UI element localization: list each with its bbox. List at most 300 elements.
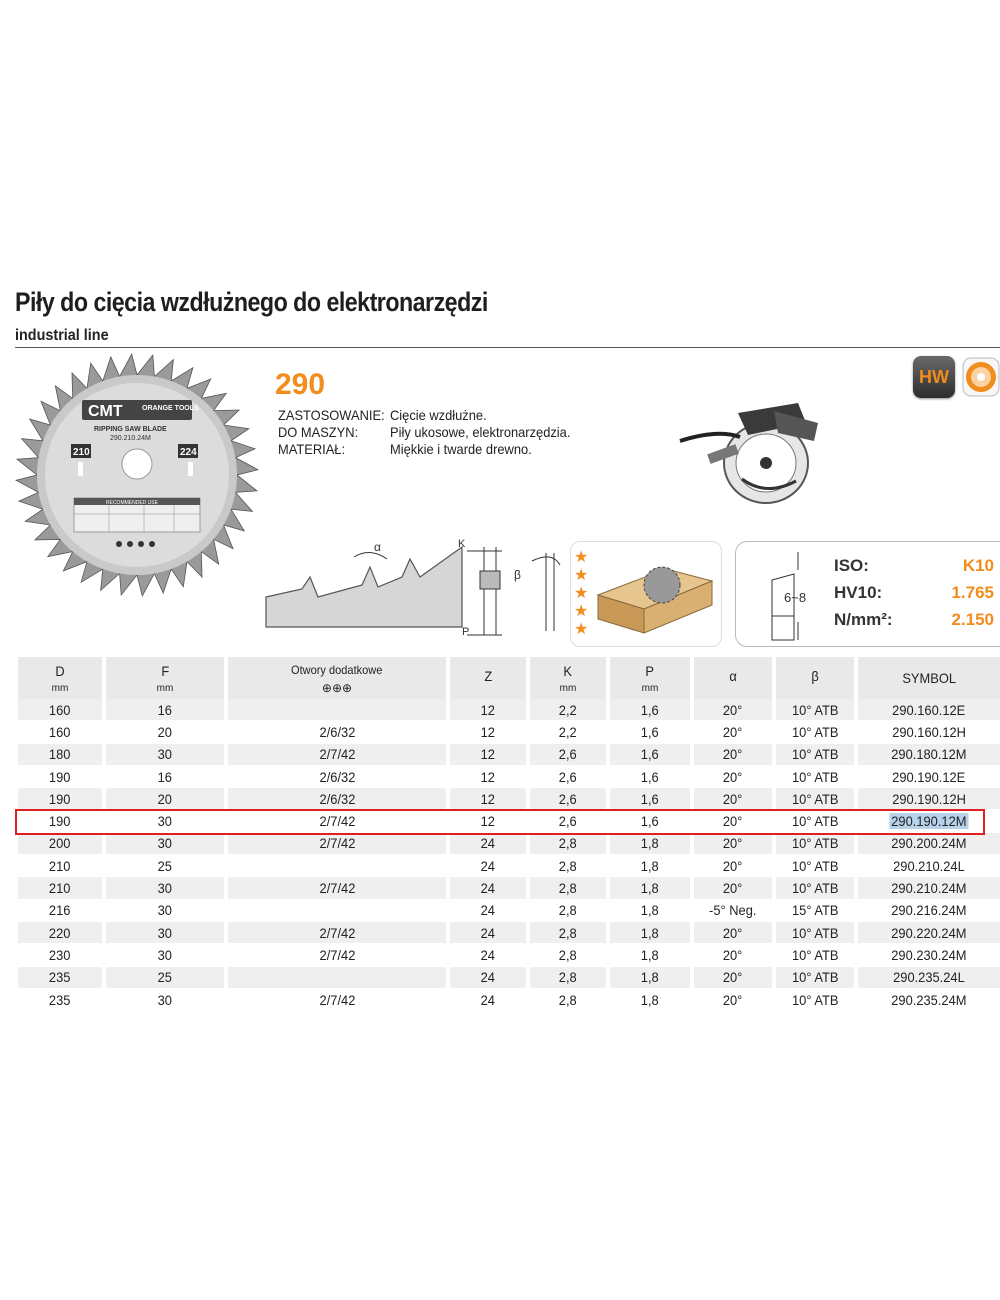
cell-f: [104, 988, 226, 1010]
cell-text: 24: [480, 969, 496, 986]
cell-beta: [774, 788, 856, 810]
divider: [15, 347, 1000, 348]
cell-text: 30: [157, 946, 173, 963]
cell-text: 30: [157, 991, 173, 1008]
svg-text:★: ★: [574, 549, 589, 566]
header-extra-holes: Otwory dodatkowe ⊕⊕⊕: [226, 657, 448, 699]
cell-z: [448, 899, 528, 921]
cell-k: [528, 855, 608, 877]
cell-p: [608, 832, 692, 854]
cell-text: 230: [49, 946, 71, 963]
cell-text: 10° ATB: [791, 790, 839, 807]
cell-text: 2,8: [559, 880, 577, 897]
info-row-machines: [278, 424, 586, 441]
cell-extra-holes: [226, 921, 448, 943]
circular-saw-machine-image: [678, 393, 828, 511]
table-row[interactable]: [18, 899, 1000, 921]
cell-text: 1,6: [641, 790, 659, 807]
cell-z: [448, 743, 528, 765]
cell-p: [608, 966, 692, 988]
alpha-label: α: [374, 540, 381, 554]
cell-text: 210: [49, 880, 71, 897]
cell-text: 30: [157, 902, 173, 919]
cell-symbol: [856, 788, 1000, 810]
cell-text: 12: [480, 768, 496, 785]
cell-text: 2,6: [559, 746, 577, 763]
svg-text:★: ★: [574, 603, 589, 620]
property-hv10: [834, 583, 994, 603]
cell-text: 2/6/32: [319, 723, 355, 740]
cell-beta: [774, 832, 856, 854]
cell-text: 2/7/42: [319, 880, 355, 897]
cell-f: [104, 921, 226, 943]
info-row-material: [278, 441, 586, 458]
cell-text: 20°: [723, 924, 743, 941]
cell-p: [608, 788, 692, 810]
cell-text: 1,6: [641, 746, 659, 763]
cell-text: 20°: [723, 701, 743, 718]
cell-text: 12: [480, 790, 496, 807]
cell-text: 2/7/42: [319, 924, 355, 941]
cell-text: 180: [49, 746, 71, 763]
cell-text: 16: [157, 768, 173, 785]
cell-text: 20°: [723, 723, 743, 740]
cell-text: 1,8: [641, 991, 659, 1008]
cell-text: 2,6: [559, 768, 577, 785]
cell-text: 12: [480, 746, 496, 763]
cell-text: 24: [480, 857, 496, 874]
cell-d: [18, 721, 104, 743]
cell-alpha: [692, 743, 774, 765]
cell-text: 10° ATB: [791, 924, 839, 941]
cell-alpha: [692, 944, 774, 966]
beta-label: β: [514, 568, 521, 582]
blade-left-num: 210: [73, 447, 90, 458]
cell-text: 20°: [723, 946, 743, 963]
symbol-text[interactable]: 290.190.12E: [892, 768, 966, 785]
cell-text: 10° ATB: [791, 946, 839, 963]
table-row[interactable]: [18, 855, 1000, 877]
header-d: D mm: [18, 657, 104, 699]
cell-text: 1,8: [641, 902, 659, 919]
cell-extra-holes: [226, 966, 448, 988]
property-label: N/mm²:: [834, 610, 893, 629]
header-alpha: α: [692, 657, 774, 699]
table-row[interactable]: [18, 832, 1000, 854]
cell-k: [528, 899, 608, 921]
cell-text: 235: [49, 969, 71, 986]
cell-extra-holes: [226, 765, 448, 787]
cell-text: 10° ATB: [791, 835, 839, 852]
table-header-row: [18, 657, 1000, 699]
symbol-text[interactable]: 290.180.12M: [891, 746, 967, 763]
cell-text: 20°: [723, 813, 743, 830]
symbol-text[interactable]: 290.160.12E: [892, 701, 966, 718]
cell-p: [608, 921, 692, 943]
cell-text: 2,8: [559, 924, 577, 941]
saw-blade-image: [14, 352, 260, 598]
cell-text: 30: [157, 880, 173, 897]
cell-f: [104, 743, 226, 765]
cell-text: 30: [157, 746, 173, 763]
cell-text: 20°: [723, 768, 743, 785]
cell-text: 190: [49, 790, 71, 807]
cell-p: [608, 765, 692, 787]
cell-text: 1,6: [641, 701, 659, 718]
series-number: 290: [275, 368, 326, 401]
cell-text: 10° ATB: [791, 768, 839, 785]
cell-text: 2,2: [559, 701, 577, 718]
symbol-text[interactable]: 290.190.12H: [892, 790, 966, 807]
cell-text: 2/7/42: [319, 946, 355, 963]
cell-alpha: [692, 988, 774, 1010]
header-beta: β: [774, 657, 856, 699]
cell-text: 20°: [723, 880, 743, 897]
header-p: P mm: [608, 657, 692, 699]
cell-text: 2,8: [559, 835, 577, 852]
cell-f: [104, 788, 226, 810]
cell-text: 2,8: [559, 946, 577, 963]
cell-text: 24: [480, 902, 496, 919]
cell-text: 1,8: [641, 880, 659, 897]
cell-symbol: [856, 921, 1000, 943]
cell-z: [448, 721, 528, 743]
cell-d: [18, 988, 104, 1010]
cell-text: 1,8: [641, 924, 659, 941]
cell-symbol: [856, 944, 1000, 966]
cell-z: [448, 765, 528, 787]
cell-text: 220: [49, 924, 71, 941]
cell-text: 20°: [723, 857, 743, 874]
cell-text: 2/7/42: [319, 835, 355, 852]
page-subtitle: industrial line: [15, 327, 109, 344]
material-properties-panel: [735, 541, 1000, 647]
info-row-application: [278, 407, 586, 424]
cell-beta: [774, 721, 856, 743]
cell-text: 2/7/42: [319, 746, 355, 763]
cell-text: 216: [49, 902, 71, 919]
cell-text: 1,8: [641, 857, 659, 874]
cell-text: 235: [49, 991, 71, 1008]
table-row[interactable]: [18, 743, 1000, 765]
symbol-text[interactable]: 290.230.24M: [891, 946, 967, 963]
cell-symbol: [856, 743, 1000, 765]
cell-f: [104, 721, 226, 743]
info-value: Miękkie i twarde drewno.: [390, 441, 532, 457]
cell-f: [104, 899, 226, 921]
cell-beta: [774, 743, 856, 765]
cell-alpha: [692, 788, 774, 810]
cell-text: 30: [157, 924, 173, 941]
cell-extra-holes: [226, 944, 448, 966]
cell-k: [528, 721, 608, 743]
cell-text: 16: [157, 701, 173, 718]
table-row[interactable]: [18, 988, 1000, 1010]
cell-text: 190: [49, 813, 71, 830]
cell-text: 12: [480, 701, 496, 718]
cell-p: [608, 944, 692, 966]
cell-text: 2,2: [559, 723, 577, 740]
cell-beta: [774, 899, 856, 921]
header-z: Z: [448, 657, 528, 699]
cell-extra-holes: [226, 699, 448, 721]
cell-text: 1,8: [641, 835, 659, 852]
page-title: Piły do cięcia wzdłużnego do elektronarzędzi: [15, 287, 488, 317]
cell-z: [448, 877, 528, 899]
cell-beta: [774, 944, 856, 966]
symbol-text[interactable]: 290.235.24M: [891, 991, 967, 1008]
svg-text:★: ★: [574, 567, 589, 584]
cell-text: 210: [49, 857, 71, 874]
cell-alpha: [692, 855, 774, 877]
cell-symbol: [856, 699, 1000, 721]
cell-d: [18, 921, 104, 943]
symbol-text[interactable]: 290.200.24M: [891, 835, 967, 852]
cell-text: 20°: [723, 835, 743, 852]
cell-d: [18, 944, 104, 966]
cell-text: 2,8: [559, 902, 577, 919]
cell-text: 24: [480, 946, 496, 963]
cell-beta: [774, 921, 856, 943]
product-info: [278, 407, 586, 458]
property-value: 2.150: [951, 610, 994, 629]
cell-text: 12: [480, 813, 496, 830]
cell-extra-holes: [226, 743, 448, 765]
cell-text: 160: [49, 701, 71, 718]
cell-d: [18, 765, 104, 787]
cell-extra-holes: [226, 721, 448, 743]
svg-text:★: ★: [574, 621, 589, 638]
cell-alpha: [692, 921, 774, 943]
cell-text: 10° ATB: [791, 880, 839, 897]
cell-text: 20: [157, 723, 173, 740]
svg-text:★: ★: [574, 585, 589, 602]
wood-block-image: [596, 555, 714, 635]
info-value: Piły ukosowe, elektronarzędzia.: [390, 424, 571, 440]
cell-text: 10° ATB: [791, 969, 839, 986]
cell-text: 10° ATB: [791, 746, 839, 763]
k-label: K: [458, 538, 466, 550]
symbol-text[interactable]: 290.190.12M: [891, 813, 967, 830]
header-symbol: SYMBOL: [856, 657, 1000, 699]
cell-text: 25: [157, 969, 173, 986]
cell-k: [528, 944, 608, 966]
cell-p: [608, 899, 692, 921]
cell-beta: [774, 988, 856, 1010]
cell-d: [18, 699, 104, 721]
cell-extra-holes: [226, 899, 448, 921]
carbide-insert-icon: [750, 550, 810, 642]
symbol-text[interactable]: 290.210.24L: [893, 857, 965, 874]
blade-section: RECOMMENDED USE: [106, 500, 158, 506]
cell-beta: [774, 855, 856, 877]
cell-symbol: [856, 877, 1000, 899]
info-key: DO MASZYN:: [278, 424, 359, 440]
cell-alpha: [692, 832, 774, 854]
cell-extra-holes: [226, 788, 448, 810]
cell-d: [18, 855, 104, 877]
cell-beta: [774, 966, 856, 988]
property-strength: [834, 610, 994, 630]
blade-name: RIPPING SAW BLADE: [94, 426, 167, 433]
cell-symbol: [856, 988, 1000, 1010]
symbol-text[interactable]: 290.235.24L: [893, 969, 965, 986]
cell-text: 10° ATB: [791, 701, 839, 718]
cell-alpha: [692, 765, 774, 787]
cell-alpha: [692, 877, 774, 899]
cell-f: [104, 832, 226, 854]
cell-f: [104, 944, 226, 966]
cell-text: 2,8: [559, 857, 577, 874]
cell-k: [528, 699, 608, 721]
cell-d: [18, 743, 104, 765]
cell-symbol: [856, 721, 1000, 743]
blade-code: 290.210.24M: [110, 435, 151, 442]
cell-z: [448, 988, 528, 1010]
cell-z: [448, 944, 528, 966]
cell-z: [448, 921, 528, 943]
cell-k: [528, 743, 608, 765]
cell-f: [104, 877, 226, 899]
cell-text: 24: [480, 835, 496, 852]
cell-k: [528, 877, 608, 899]
cell-symbol: [856, 899, 1000, 921]
property-value: 1.765: [951, 583, 994, 602]
table-row[interactable]: [18, 921, 1000, 943]
header-f: F mm: [104, 657, 226, 699]
cell-d: [18, 788, 104, 810]
cell-text: 190: [49, 768, 71, 785]
cell-text: 2/6/32: [319, 768, 355, 785]
cell-text: 24: [480, 880, 496, 897]
cell-text: 10° ATB: [791, 813, 839, 830]
insert-label: 6~8: [784, 590, 807, 605]
cell-alpha: [692, 721, 774, 743]
cell-extra-holes: [226, 988, 448, 1010]
table-row[interactable]: [18, 788, 1000, 810]
cell-text: 2/7/42: [319, 813, 355, 830]
cell-text: 1,8: [641, 946, 659, 963]
cell-f: [104, 966, 226, 988]
property-label: HV10:: [834, 583, 883, 602]
cell-d: [18, 832, 104, 854]
blade-badge-icon: [962, 357, 1000, 397]
cell-symbol: [856, 966, 1000, 988]
info-value: Cięcie wzdłużne.: [390, 407, 487, 423]
cell-k: [528, 988, 608, 1010]
cell-p: [608, 855, 692, 877]
table-row[interactable]: [18, 721, 1000, 743]
cell-text: 15° ATB: [791, 902, 839, 919]
cell-text: 200: [49, 835, 71, 852]
cell-text: 20°: [723, 790, 743, 807]
table-row[interactable]: [18, 699, 1000, 721]
symbol-text[interactable]: 290.210.24M: [891, 880, 967, 897]
property-iso: [834, 556, 994, 576]
property-value: K10: [962, 556, 994, 575]
cell-text: -5° Neg.: [709, 902, 757, 919]
cell-d: [18, 899, 104, 921]
table-row[interactable]: [18, 877, 1000, 899]
tooth-geometry-diagram: [262, 537, 562, 645]
cell-text: 160: [49, 723, 71, 740]
cell-beta: [774, 877, 856, 899]
table-row[interactable]: [18, 765, 1000, 787]
property-label: ISO:: [834, 556, 869, 575]
hw-badge: HW: [913, 356, 955, 398]
cell-z: [448, 855, 528, 877]
cell-beta: [774, 699, 856, 721]
cell-text: 2,8: [559, 969, 577, 986]
cell-text: 1,8: [641, 969, 659, 986]
cell-f: [104, 855, 226, 877]
cell-text: 2,6: [559, 790, 577, 807]
cell-k: [528, 832, 608, 854]
cell-alpha: [692, 899, 774, 921]
cell-text: 24: [480, 991, 496, 1008]
cell-z: [448, 832, 528, 854]
header-k: K mm: [528, 657, 608, 699]
cell-text: 10° ATB: [791, 723, 839, 740]
cell-text: 1,6: [641, 768, 659, 785]
cell-alpha: [692, 966, 774, 988]
cell-p: [608, 988, 692, 1010]
cell-p: [608, 743, 692, 765]
cell-text: 20: [157, 790, 173, 807]
cell-k: [528, 921, 608, 943]
cell-text: 30: [157, 813, 173, 830]
cell-text: 1,6: [641, 813, 659, 830]
blade-brand-sub: ORANGE TOOLS: [142, 405, 199, 412]
info-key: MATERIAŁ:: [278, 441, 346, 457]
cell-text: 20°: [723, 991, 743, 1008]
cell-k: [528, 966, 608, 988]
cell-text: 2,6: [559, 813, 577, 830]
cell-text: 1,6: [641, 723, 659, 740]
rating-stars-icon: [572, 548, 592, 640]
table-row[interactable]: [18, 944, 1000, 966]
cell-f: [104, 765, 226, 787]
cell-text: 20°: [723, 969, 743, 986]
cell-text: 2,8: [559, 991, 577, 1008]
cell-p: [608, 721, 692, 743]
cell-text: 10° ATB: [791, 857, 839, 874]
cell-text: 2/6/32: [319, 790, 355, 807]
cell-beta: [774, 765, 856, 787]
cell-symbol: [856, 855, 1000, 877]
symbol-text[interactable]: 290.220.24M: [891, 924, 967, 941]
symbol-text[interactable]: 290.216.24M: [891, 902, 967, 919]
info-key: ZASTOSOWANIE:: [278, 407, 385, 423]
cell-z: [448, 966, 528, 988]
cell-symbol: [856, 832, 1000, 854]
cell-text: 10° ATB: [791, 991, 839, 1008]
cell-z: [448, 788, 528, 810]
cell-text: 20°: [723, 746, 743, 763]
p-label: P: [462, 626, 470, 638]
symbol-text[interactable]: 290.160.12H: [892, 723, 966, 740]
blade-right-num: 224: [180, 447, 197, 458]
cell-extra-holes: [226, 877, 448, 899]
cell-d: [18, 966, 104, 988]
cell-d: [18, 877, 104, 899]
cell-f: [104, 699, 226, 721]
cell-text: 25: [157, 857, 173, 874]
cell-extra-holes: [226, 832, 448, 854]
cell-text: 30: [157, 835, 173, 852]
table-row[interactable]: [18, 966, 1000, 988]
cell-symbol: [856, 765, 1000, 787]
